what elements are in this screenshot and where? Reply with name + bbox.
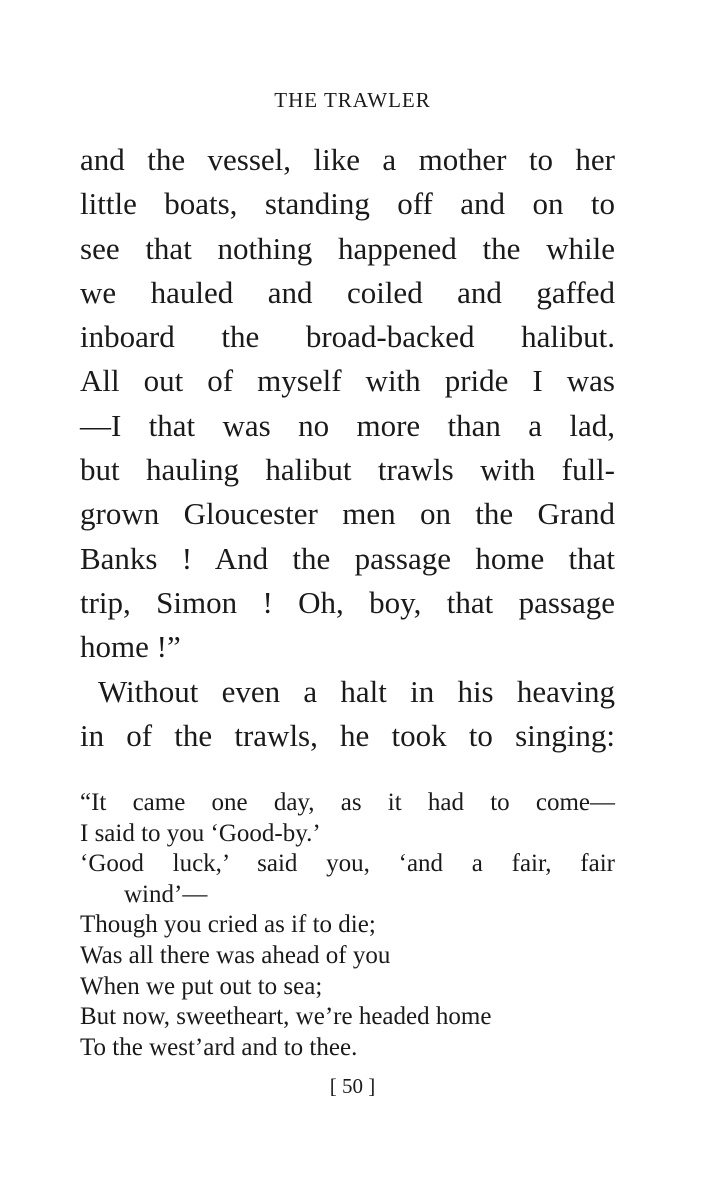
prose-line: —I that was no more than a lad, [80, 407, 615, 443]
prose-line: but hauling halibut trawls with full- [80, 452, 615, 488]
song-verse [80, 788, 615, 1063]
prose-block [80, 138, 615, 758]
running-head: THE TRAWLER [274, 88, 431, 112]
verse-line: When we put out to sea; [80, 972, 323, 1000]
prose-line: Banks ! And the passage home that [80, 540, 615, 576]
prose-line: in of the trawls, he took to singing: [80, 717, 615, 753]
prose-line: Without even a halt in his heaving [98, 673, 615, 709]
verse-line: I said to you ‘Good-by.’ [80, 819, 321, 847]
prose-line: we hauled and coiled and gaffed [80, 274, 615, 310]
verse-line-turnover: wind’— [124, 880, 208, 908]
prose-line: inboard the broad-backed halibut. [80, 319, 615, 355]
prose-line: home !” [80, 629, 181, 665]
verse-line: ‘Good luck,’ said you, ‘and a fair, fair [80, 850, 615, 878]
page-number: [ 50 ] [329, 1074, 376, 1098]
prose-line: see that nothing happened the while [80, 230, 615, 266]
prose-line: All out of myself with pride I was [80, 363, 615, 399]
prose-line: little boats, standing off and on to [80, 186, 615, 222]
verse-line: Was all there was ahead of you [80, 941, 391, 969]
verse-line: Though you cried as if to die; [80, 911, 376, 939]
verse-line: But now, sweetheart, we’re headed home [80, 1003, 492, 1031]
verse-line: To the west’ard and to thee. [80, 1033, 358, 1061]
prose-line: and the vessel, like a mother to her [80, 142, 615, 177]
prose-line: trip, Simon ! Oh, boy, that passage [80, 584, 615, 620]
prose-line: grown Gloucester men on the Grand [80, 496, 615, 532]
verse-line: “It came one day, as it had to come— [80, 789, 615, 816]
